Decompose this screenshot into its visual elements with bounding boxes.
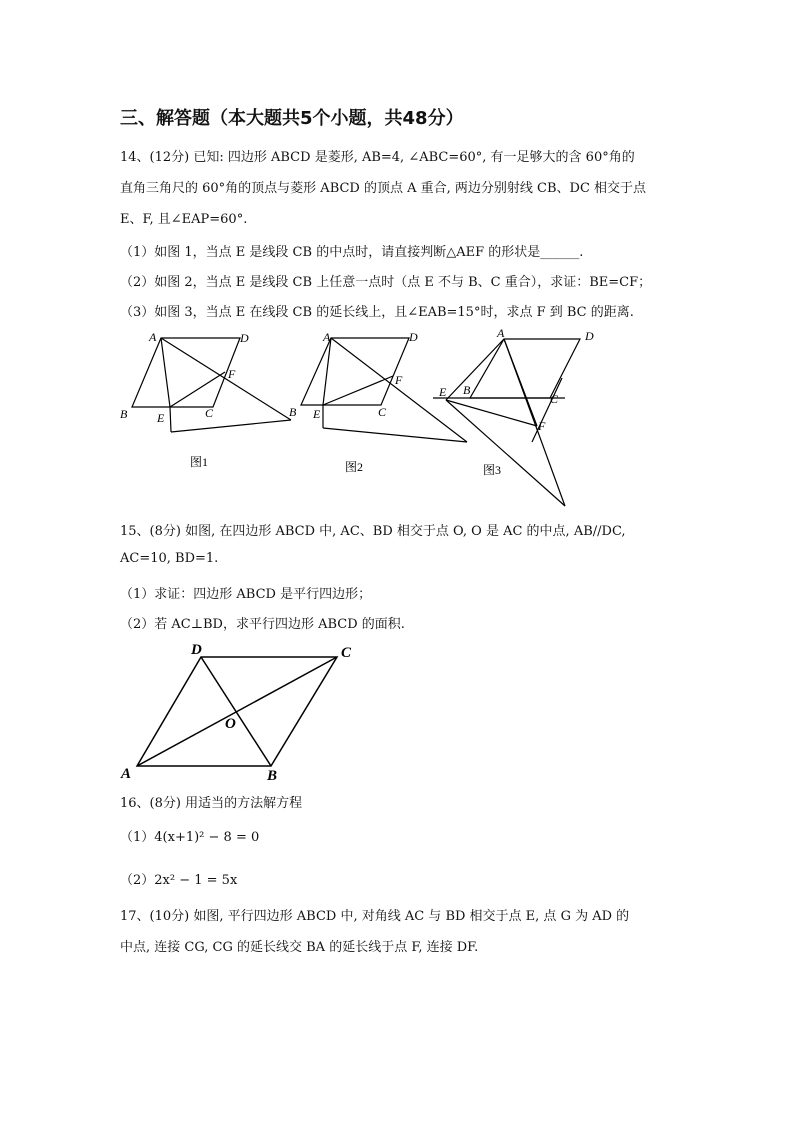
q15-label-c: C [341,645,352,661]
q15-stem-line-1: 15、(8分) 如图, 在四边形 ABCD 中, AC、BD 相交于点 O, O 是 AC 的中点, AB//DC, [120,524,626,539]
fig1-label-a: A [149,330,157,344]
q17-stem-line-1: 17、(10分) 如图, 平行四边形 ABCD 中, 对角线 AC 与 BD 相交于点 E, 点 G 为 AD 的 [120,909,630,924]
fig3-label-f: F [538,419,546,433]
fig3-label-d: D [585,329,594,343]
fig2-label-b: B [289,405,297,419]
fig2-label-e: E [313,407,321,421]
fig2-label-c: C [378,405,387,419]
q15-parallelogram-figure [115,638,365,788]
fig3-label-b: B [463,383,471,397]
q15-part-1: （1）求证：四边形 ABCD 是平行四边形； [120,587,372,602]
fig3-label-c: C [550,392,559,406]
q15-label-a: A [121,766,132,782]
fig1-label-c: C [205,406,214,420]
fig2-caption: 图2 [345,460,364,474]
q16-equation-2: （2）2x² − 1 = 5x [120,873,238,888]
q14-part-3: （3）如图 3，当点 E 在线段 CB 的延长线上，且∠EAB=15°时，求点 F 到 BC 的距离. [120,305,634,320]
q15-label-b: B [267,768,278,784]
q14-figure-1 [115,328,300,478]
fig2-label-f: F [395,373,403,387]
fig1-label-d: D [240,331,249,345]
fig2-label-d: D [409,330,418,344]
q16-stem: 16、(8分) 用适当的方法解方程 [120,796,303,811]
q14-stem-line-1: 14、(12分) 已知: 四边形 ABCD 是菱形, AB=4, ∠ABC=60°, 有一足够大的含 60°角的 [120,150,635,165]
q15-stem-line-2: AC=10, BD=1. [120,551,219,566]
fig1-label-e: E [157,411,165,425]
q17-stem-line-2: 中点, 连接 CG, CG 的延长线交 BA 的延长线于点 F, 连接 DF. [120,940,479,955]
q15-label-d: D [191,642,202,658]
q14-stem-line-2: 直角三角尺的 60°角的顶点与菱形 ABCD 的顶点 A 重合, 两边分别射线 CB、DC 相交于点 [120,181,647,196]
q16-equation-1: （1）4(x+1)² − 8 = 0 [120,830,260,845]
fig1-label-b: B [120,407,128,421]
q14-part-2: （2）如图 2，当点 E 是线段 CB 上任意一点时（点 E 不与 B、C 重合），求证：BE=CF； [120,275,652,290]
fig3-label-e: E [439,385,447,399]
fig1-label-f: F [228,367,236,381]
fig2-label-a: A [323,330,331,344]
section-title: 三、解答题（本大题共5个小题，共48分） [120,108,464,129]
q14-stem-line-3: E、F, 且∠EAP=60°. [120,212,248,227]
q15-label-o: O [225,716,236,732]
fig1-caption: 图1 [190,455,209,469]
q14-part-1: （1）如图 1，当点 E 是线段 CB 的中点时，请直接判断△AEF 的形状是______. [120,245,584,260]
fig3-label-a: A [497,326,505,340]
q15-part-2: （2）若 AC⊥BD，求平行四边形 ABCD 的面积. [120,617,405,632]
q14-figure-3 [425,320,610,510]
fig3-caption: 图3 [483,463,502,477]
